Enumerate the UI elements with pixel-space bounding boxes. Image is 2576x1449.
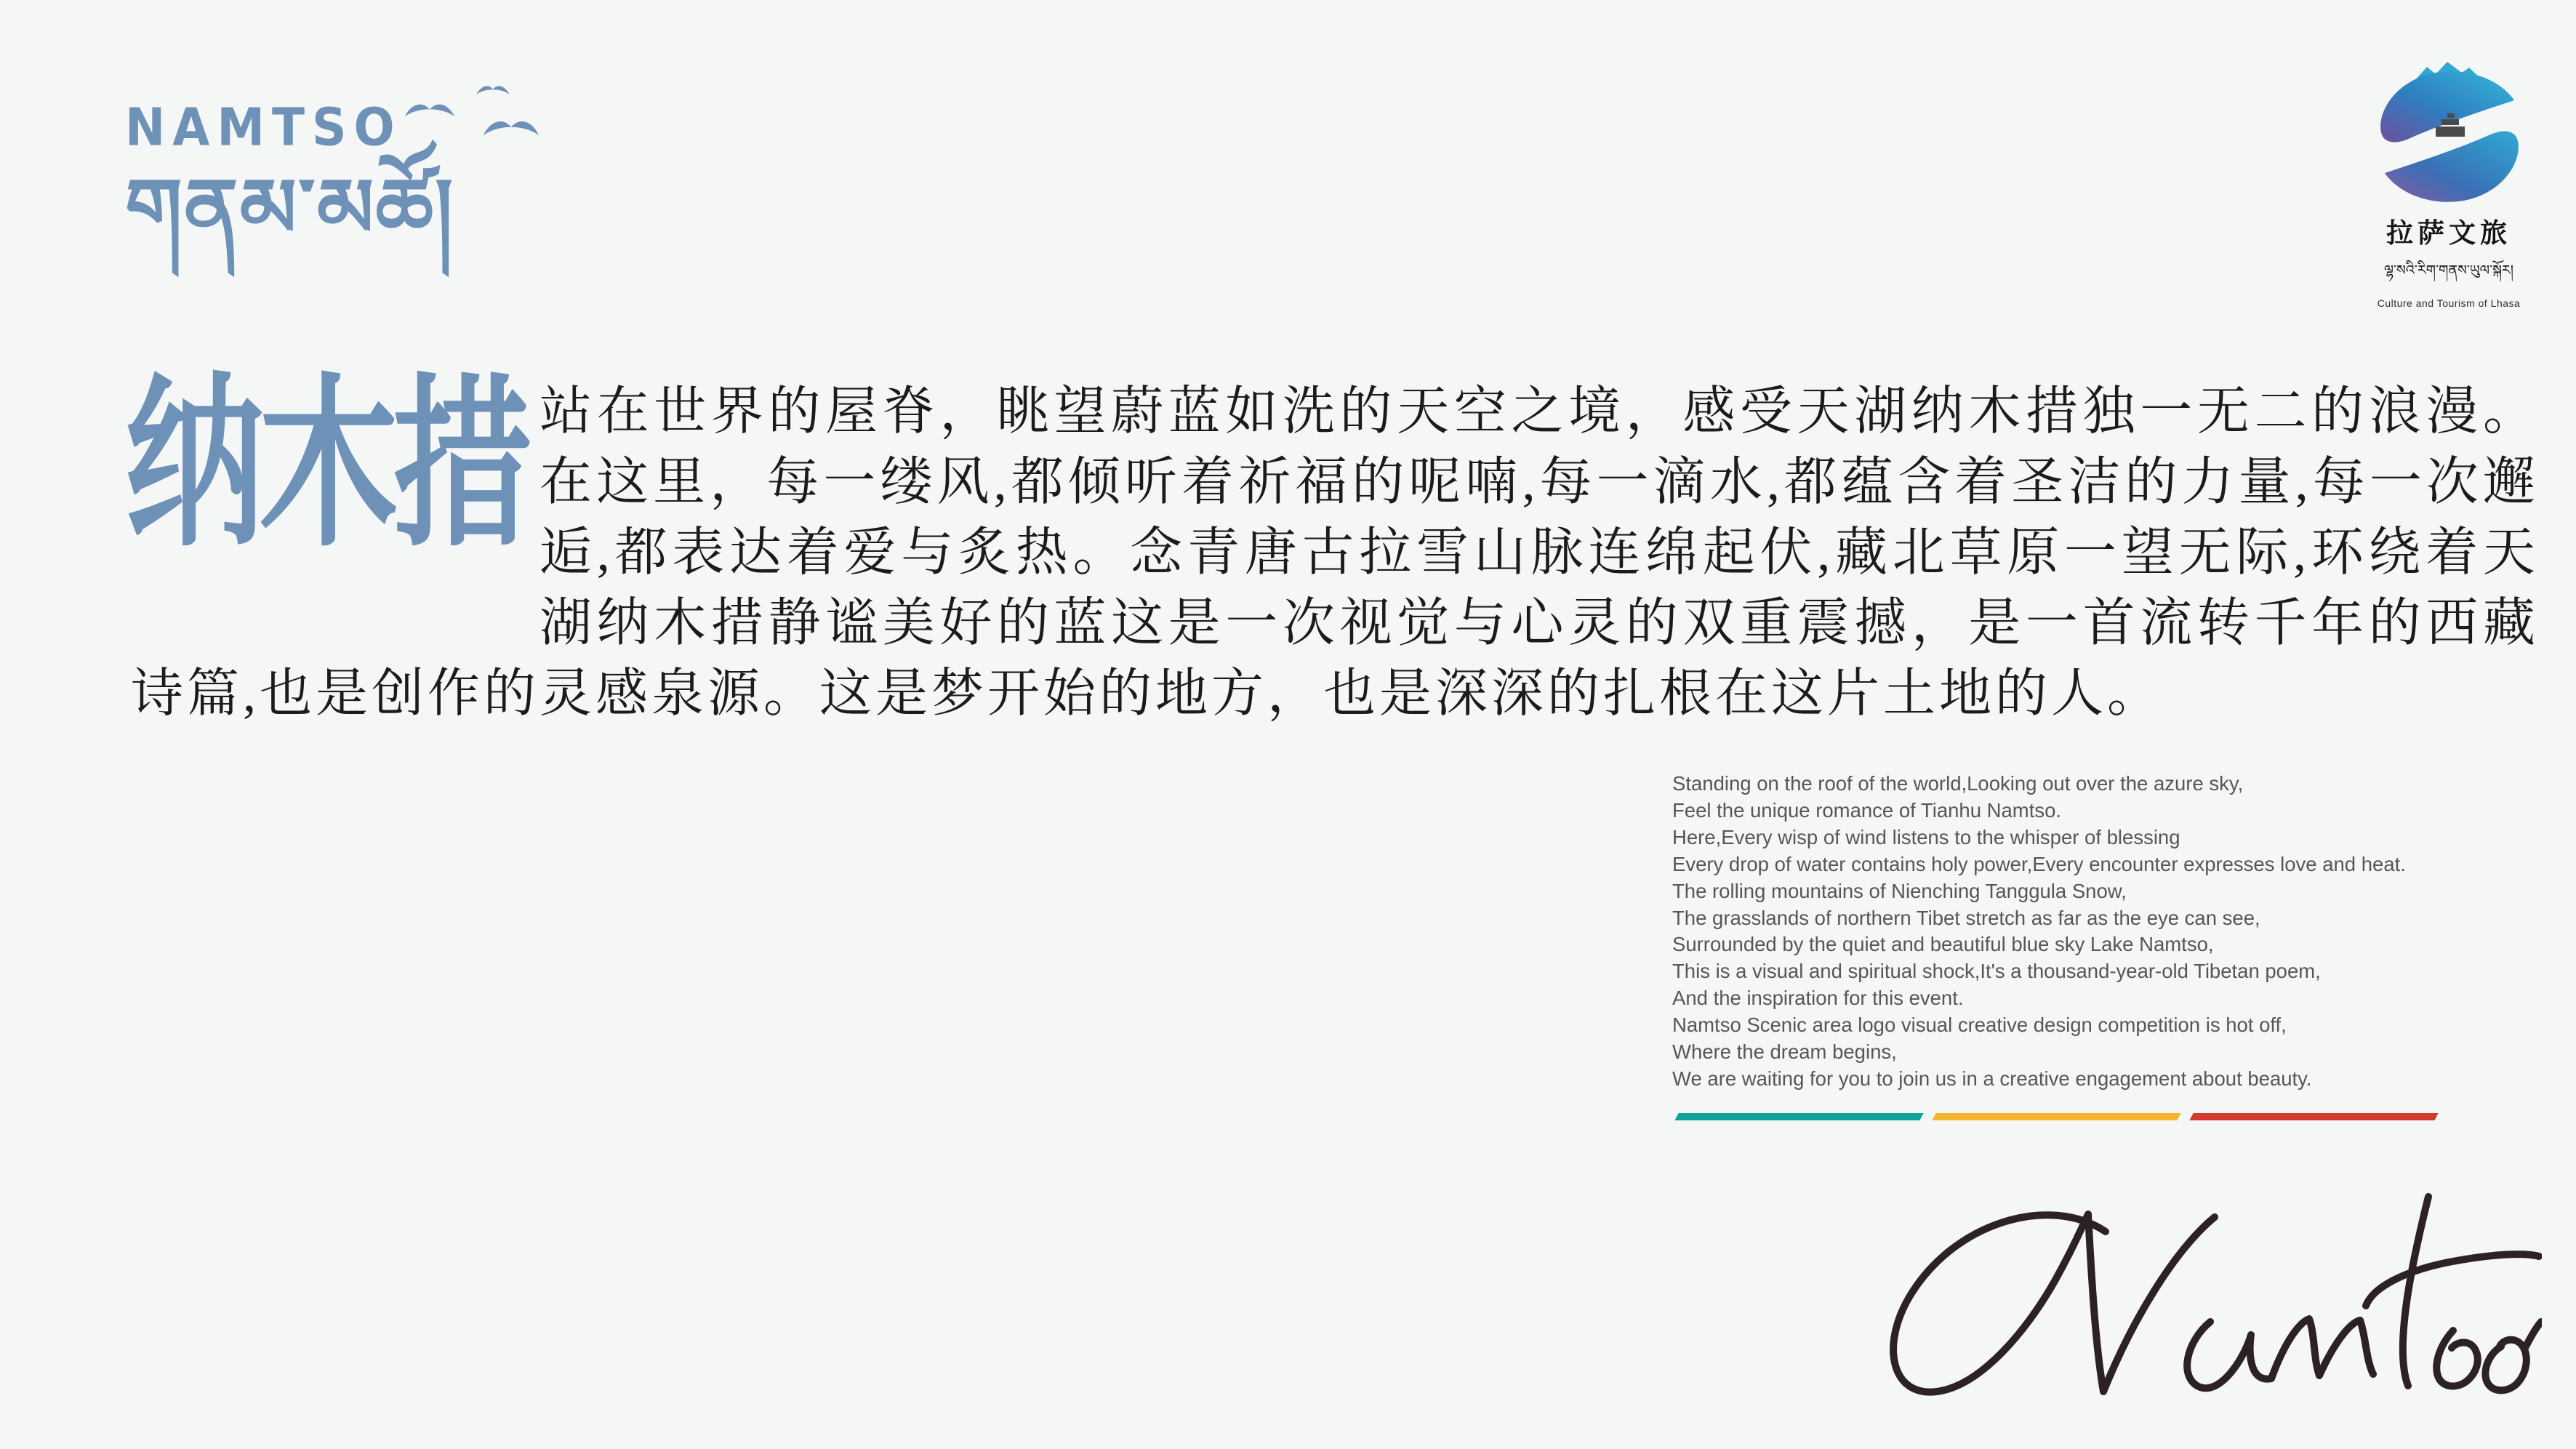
english-line: And the inspiration for this event. — [1672, 987, 1964, 1010]
org-name-english: Culture and Tourism of Lhasa — [2377, 297, 2521, 309]
namtso-wordmark: NAMTSO — [125, 97, 402, 158]
english-line: The rolling mountains of Nienching Tanggula Snow, — [1672, 879, 2127, 902]
lhasa-tourism-logo — [2350, 60, 2548, 309]
signature-strokes — [1866, 1172, 2542, 1423]
org-name-chinese: 拉萨文旅 — [2386, 219, 2511, 249]
english-line: The grasslands of northern Tibet stretch as far as the eye can see, — [1672, 906, 2260, 929]
english-line: Standing on the roof of the world,Looking out over the azure sky, — [1672, 772, 2244, 795]
tricolor-divider — [1677, 1113, 2436, 1120]
english-intro-block — [1672, 771, 2530, 1093]
divider-bar-red — [2189, 1113, 2438, 1120]
birds-icon — [390, 79, 543, 151]
english-line: Where the dream begins, — [1672, 1040, 1897, 1064]
english-line: Every drop of water contains holy power,Every encounter expresses love and heat. — [1672, 852, 2406, 875]
english-line: Namtso Scenic area logo visual creative design competition is hot off, — [1672, 1014, 2287, 1037]
english-line: This is a visual and spiritual shock,It's a thousand-year-old Tibetan poem, — [1672, 960, 2321, 983]
namtso-signature — [1866, 1172, 2542, 1423]
divider-bar-yellow — [1932, 1113, 2180, 1120]
page-title: 纳木措 — [125, 358, 526, 573]
chinese-intro-paragraph — [125, 358, 2539, 729]
namtso-tibetan-script: གནམ་མཚོ། — [125, 161, 454, 256]
chinese-intro-text: 站在世界的屋脊，眺望蔚蓝如洗的天空之境，感受天湖纳木措独一无二的浪漫。在这里，每一缕风,都倾听着祈福的呢喃,每一滴水,都蕴含着圣洁的力量,每一次邂逅,都表达着爱与炙热。念青唐古拉雪山脉连绵起伏,藏北草原一望无际,环绕着天湖纳木措静谧美好的蓝这是一次视觉与心灵的双重震撼，是一首流转千年的西藏诗篇,也是创作的灵感泉源。这是梦开始的地方，也是深深的扎根在这片土地的人。 — [131, 382, 2539, 723]
org-name-tibetan: ལྷ་སའི་རིག་གནས་ཡུལ་སྐོར། — [2384, 263, 2513, 278]
title-block — [125, 358, 539, 595]
swirl-mountain-icon — [2372, 60, 2526, 209]
english-line: Surrounded by the quiet and beautiful blue sky Lake Namtso, — [1672, 933, 2214, 956]
divider-bar-teal — [1674, 1113, 1923, 1120]
english-line: Here,Every wisp of wind listens to the whisper of blessing — [1672, 825, 2180, 848]
english-line: Feel the unique romance of Tianhu Namtso. — [1672, 798, 2062, 822]
namtso-brand-logo — [125, 97, 454, 257]
english-line: We are waiting for you to join us in a creative engagement about beauty. — [1672, 1067, 2312, 1090]
